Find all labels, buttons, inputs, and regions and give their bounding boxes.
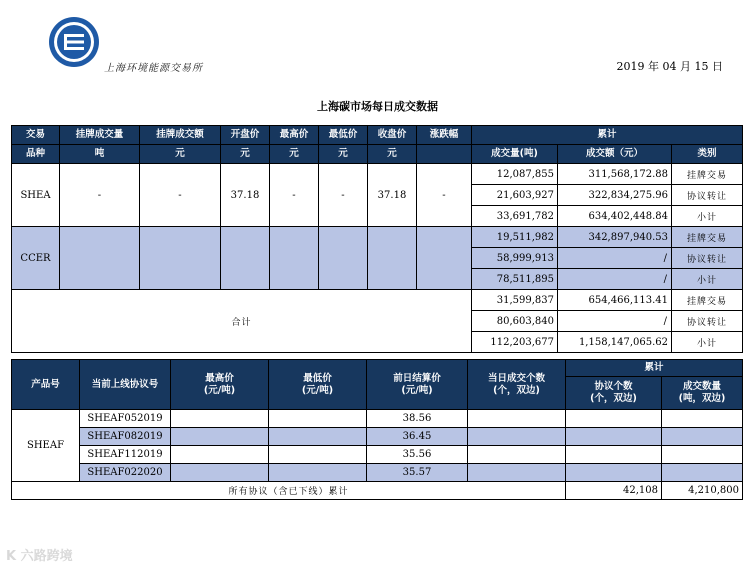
unit-close: 元 [368,145,417,164]
cell-empty [662,446,743,464]
unit-row [12,145,743,164]
cell-value: / [558,311,672,332]
col-cum-count: 协议个数 (个，双边) [566,377,662,410]
col-category: 类别 [672,145,743,164]
cell-agreement: SHEAF082019 [80,428,171,446]
futures-table [11,359,743,500]
cell-value: 12,087,855 [472,164,558,185]
cell-value: 654,466,113.41 [558,290,672,311]
cell-value: 311,568,172.88 [558,164,672,185]
cell-value: 1,158,147,065.62 [558,332,672,353]
unit-change [417,145,472,164]
cell-category: 挂牌交易 [672,290,743,311]
col-low: 最低价 [319,126,368,145]
cell-empty [319,227,368,290]
col-listed-volume: 挂牌成交量 [60,126,140,145]
cell-category: 小计 [672,332,743,353]
col-cumulative: 累计 [472,126,743,145]
cell-agreement: SHEAF052019 [80,410,171,428]
cell-value: / [558,269,672,290]
col-agreement: 当前上线协议号 [80,360,171,410]
cell-value: 37.18 [368,164,417,227]
table-row [12,464,743,482]
header-row [12,360,743,377]
cell-value: 21,603,927 [472,185,558,206]
cell-category: 挂牌交易 [672,164,743,185]
cell-empty [269,410,367,428]
table-row [12,410,743,428]
cell-value: 322,834,275.96 [558,185,672,206]
cell-settle: 35.56 [367,446,468,464]
col-cum-amount: 成交额（元） [558,145,672,164]
cell-empty [566,410,662,428]
cell-value: 31,599,837 [472,290,558,311]
cell-value: 33,691,782 [472,206,558,227]
cell-empty [662,410,743,428]
col-deals: 当日成交个数 (个，双边) [468,360,566,410]
cell-empty [171,410,269,428]
cell-empty [468,446,566,464]
cell-empty [662,464,743,482]
cell-value: 80,603,840 [472,311,558,332]
cell-agreement: SHEAF022020 [80,464,171,482]
product-shea: SHEA [12,164,60,227]
cell-empty [566,428,662,446]
cell-empty [171,446,269,464]
col-cumulative: 累计 [566,360,743,377]
cell-empty [269,446,367,464]
table-row [12,428,743,446]
unit-low: 元 [319,145,368,164]
watermark: K 六路跨境 [6,549,73,564]
cell-empty [269,464,367,482]
footer-qty: 4,210,800 [662,482,743,500]
cell-empty [221,227,270,290]
cell-category: 小计 [672,269,743,290]
col-product: 产品号 [12,360,80,410]
cell-category: 协议转让 [672,248,743,269]
cell-value: - [417,164,472,227]
col-settle: 前日结算价 (元/吨) [367,360,468,410]
col-high: 最高价 [270,126,319,145]
total-label: 合计 [12,290,472,353]
cell-value: 37.18 [221,164,270,227]
col-product: 交易 [12,126,60,145]
cell-empty [60,227,140,290]
exchange-logo [48,16,100,68]
cell-settle: 36.45 [367,428,468,446]
cell-category: 小计 [672,206,743,227]
cell-empty [140,227,221,290]
cell-value: - [319,164,368,227]
cell-value: 19,511,982 [472,227,558,248]
cell-empty [566,464,662,482]
cell-empty [662,428,743,446]
cell-value: - [60,164,140,227]
cell-category: 协议转让 [672,185,743,206]
cell-empty [468,464,566,482]
cell-value: - [270,164,319,227]
cell-category: 协议转让 [672,311,743,332]
col-listed-amount: 挂牌成交额 [140,126,221,145]
cell-empty [566,446,662,464]
table-row [12,227,743,248]
table-row [12,290,743,311]
col-change: 涨跌幅 [417,126,472,145]
cell-empty [171,428,269,446]
cell-value: 112,203,677 [472,332,558,353]
cell-settle: 38.56 [367,410,468,428]
unit-high: 元 [270,145,319,164]
col-cum-volume: 成交量(吨) [472,145,558,164]
col-product-2: 品种 [12,145,60,164]
cell-value: 342,897,940.53 [558,227,672,248]
cell-value: - [140,164,221,227]
daily-trading-table [11,125,743,353]
footer-count: 42,108 [566,482,662,500]
table-row [12,164,743,185]
col-high: 最高价 (元/吨) [171,360,269,410]
cell-empty [468,428,566,446]
cell-value: 58,999,913 [472,248,558,269]
cell-value: / [558,248,672,269]
unit-listed-amount: 元 [140,145,221,164]
col-low: 最低价 (元/吨) [269,360,367,410]
product-sheaf: SHEAF [12,410,80,482]
cell-category: 挂牌交易 [672,227,743,248]
footer-label: 所有协议（含已下线）累计 [12,482,566,500]
col-cum-qty: 成交数量 (吨，双边) [662,377,743,410]
footer-row [12,482,743,500]
col-open: 开盘价 [221,126,270,145]
unit-listed-volume: 吨 [60,145,140,164]
report-title: 上海碳市场每日成交数据 [317,100,438,113]
cell-value: 634,402,448.84 [558,206,672,227]
cell-agreement: SHEAF112019 [80,446,171,464]
cell-empty [417,227,472,290]
col-close: 收盘价 [368,126,417,145]
cell-settle: 35.57 [367,464,468,482]
cell-empty [468,410,566,428]
cell-empty [171,464,269,482]
table-row [12,446,743,464]
logo-script: 上海环境能源交易所 [104,63,203,74]
cell-empty [270,227,319,290]
cell-empty [269,428,367,446]
report-date: 2019 年 04 月 15 日 [616,60,723,73]
product-ccer: CCER [12,227,60,290]
unit-open: 元 [221,145,270,164]
header-row [12,126,743,145]
cell-value: 78,511,895 [472,269,558,290]
cell-empty [368,227,417,290]
